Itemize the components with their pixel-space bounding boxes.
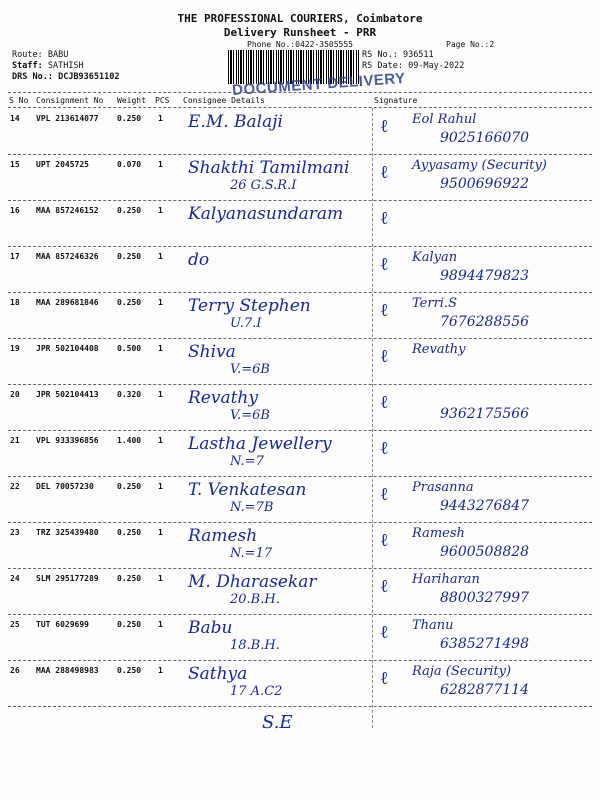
row-sno: 19 [10, 344, 20, 353]
signature-phone: 6385271498 [440, 636, 530, 652]
rs-no-value: 936511 [402, 50, 434, 60]
row-sno: 14 [10, 114, 20, 123]
signature-mark: ℓ [380, 668, 389, 689]
row-sno: 18 [10, 298, 20, 307]
row-consignment: TRZ 325439480 [36, 528, 99, 537]
signature-mark: ℓ [380, 484, 389, 505]
row-consignment: UPT 2045725 [36, 160, 89, 169]
signature-phone: 9894479823 [440, 268, 530, 284]
row-weight: 1.400 [117, 436, 142, 445]
signature-phone: 8800327997 [440, 590, 530, 606]
staff-line [12, 61, 84, 72]
consignee-address: N.=17 [230, 546, 273, 561]
signature-phone: 9443276847 [440, 498, 530, 514]
row-weight: 0.070 [117, 160, 142, 169]
rs-no-line [362, 50, 434, 61]
route-line [12, 50, 68, 61]
row-rule [8, 430, 592, 431]
col-weight: Weight [117, 96, 146, 105]
signature-mark: ℓ [380, 438, 389, 459]
row-pcs: 1 [158, 206, 163, 215]
consignee-name: Shakthi Tamilmani [188, 158, 350, 178]
row-sno: 22 [10, 482, 20, 491]
row-weight: 0.500 [117, 344, 142, 353]
consignee-name: Ramesh [188, 526, 258, 546]
signature-name: Terri.S [412, 296, 457, 311]
signature-name: Eol Rahul [412, 112, 477, 127]
row-consignment: MAA 857246152 [36, 206, 99, 215]
signature-mark: ℓ [380, 300, 389, 321]
row-weight: 0.250 [117, 114, 142, 123]
col-signature: Signature [374, 96, 418, 105]
row-consignment: SLM 295177289 [36, 574, 99, 583]
row-rule [8, 338, 592, 339]
header-rule-top [8, 92, 592, 93]
consignee-address: 20.B.H. [230, 592, 280, 607]
col-pcs: PCS [155, 96, 170, 105]
row-sno: 25 [10, 620, 20, 629]
drs-line [12, 72, 120, 83]
signature-name: Hariharan [412, 572, 480, 587]
row-sno: 16 [10, 206, 20, 215]
signature-name: Ayyasamy (Security) [412, 158, 547, 173]
footnote: S.E [262, 712, 293, 733]
consignee-address: V.=6B [230, 408, 270, 423]
row-pcs: 1 [158, 344, 163, 353]
signature-mark: ℓ [380, 162, 389, 183]
staff-label: Staff: [12, 61, 43, 71]
row-weight: 0.250 [117, 528, 142, 537]
runsheet-title: Delivery Runsheet - PRR [223, 26, 377, 39]
row-rule [8, 200, 592, 201]
row-pcs: 1 [158, 252, 163, 261]
consignee-name: Sathya [188, 664, 248, 684]
row-pcs: 1 [158, 160, 163, 169]
row-pcs: 1 [158, 114, 163, 123]
signature-phone: 9025166070 [440, 130, 530, 146]
consignee-address: 26 G.S.R.I [230, 178, 297, 193]
signature-name: Raja (Security) [412, 664, 512, 679]
signature-divider [372, 108, 373, 728]
row-rule [8, 614, 592, 615]
signature-phone: 9362175566 [440, 406, 530, 422]
signature-name: Ramesh [412, 526, 465, 541]
consignee-name: Terry Stephen [188, 296, 311, 316]
row-weight: 0.250 [117, 574, 142, 583]
consignee-name: M. Dharasekar [188, 572, 317, 592]
row-consignment: TUT 6029699 [36, 620, 89, 629]
signature-mark: ℓ [380, 392, 389, 413]
rs-date-value: 09-May-2022 [408, 61, 465, 71]
row-weight: 0.320 [117, 390, 142, 399]
row-weight: 0.250 [117, 298, 142, 307]
row-consignment: VPL 933396856 [36, 436, 99, 445]
page-number: Page No.:2 [446, 40, 495, 49]
rs-date-line [362, 61, 464, 72]
consignee-address: V.=6B [230, 362, 270, 377]
row-consignment: MAA 288498983 [36, 666, 99, 675]
row-weight: 0.250 [117, 206, 142, 215]
consignee-address: 18.B.H. [230, 638, 280, 653]
col-sno: S No [9, 96, 29, 105]
header-rule-bottom [8, 107, 592, 108]
document-delivery-stamp: DOCUMENT DELIVERY [231, 69, 407, 100]
consignee-name: Lastha Jewellery [188, 434, 332, 454]
drs-label: DRS No.: [12, 72, 53, 82]
signature-phone: 9500696922 [440, 176, 530, 192]
consignee-address: N.=7B [230, 500, 274, 515]
consignee-name: E.M. Balaji [188, 112, 283, 132]
row-pcs: 1 [158, 528, 163, 537]
drs-value: DCJB93651102 [58, 72, 120, 82]
signature-mark: ℓ [380, 530, 389, 551]
consignee-address: U.7.I [230, 316, 262, 331]
row-consignment: DEL 70057230 [36, 482, 94, 491]
row-rule [8, 292, 592, 293]
row-sno: 26 [10, 666, 20, 675]
signature-name: Thanu [412, 618, 454, 633]
col-details: Consignee Details [183, 96, 265, 105]
row-sno: 20 [10, 390, 20, 399]
signature-mark: ℓ [380, 254, 389, 275]
row-pcs: 1 [158, 390, 163, 399]
row-sno: 15 [10, 160, 20, 169]
row-consignment: JPR 502104408 [36, 344, 99, 353]
consignee-name: Shiva [188, 342, 236, 362]
signature-phone: 7676288556 [440, 314, 530, 330]
row-pcs: 1 [158, 620, 163, 629]
signature-phone: 9600508828 [440, 544, 530, 560]
signature-name: Revathy [412, 342, 466, 357]
signature-mark: ℓ [380, 116, 389, 137]
signature-mark: ℓ [380, 208, 389, 229]
row-rule [8, 154, 592, 155]
company-title: THE PROFESSIONAL COURIERS, Coimbatore [177, 12, 423, 25]
row-pcs: 1 [158, 436, 163, 445]
row-sno: 23 [10, 528, 20, 537]
row-weight: 0.250 [117, 666, 142, 675]
signature-mark: ℓ [380, 346, 389, 367]
row-pcs: 1 [158, 666, 163, 675]
row-rule [8, 522, 592, 523]
phone-number: Phone No.:0422-3505555 [247, 40, 353, 49]
signature-phone: 6282877114 [440, 682, 530, 698]
consignee-name: Kalyanasundaram [188, 204, 344, 224]
row-rule [8, 568, 592, 569]
staff-value: SATHISH [47, 61, 84, 71]
row-consignment: MAA 857246326 [36, 252, 99, 261]
signature-name: Kalyan [412, 250, 458, 265]
consignee-name: do [188, 250, 210, 270]
consignee-name: T. Venkatesan [188, 480, 307, 500]
route-value: BABU [47, 50, 69, 60]
row-sno: 17 [10, 252, 20, 261]
rs-date-label: RS Date: [362, 61, 403, 71]
row-sno: 24 [10, 574, 20, 583]
consignee-name: Babu [188, 618, 233, 638]
signature-mark: ℓ [380, 576, 389, 597]
row-rule [8, 660, 592, 661]
row-weight: 0.250 [117, 482, 142, 491]
row-rule [8, 246, 592, 247]
row-consignment: MAA 289681846 [36, 298, 99, 307]
row-consignment: VPL 213614077 [36, 114, 99, 123]
row-pcs: 1 [158, 574, 163, 583]
row-sno: 21 [10, 436, 20, 445]
row-weight: 0.250 [117, 620, 142, 629]
signature-mark: ℓ [380, 622, 389, 643]
row-consignment: JPR 502104413 [36, 390, 99, 399]
consignee-name: Revathy [188, 388, 258, 408]
consignee-address: 17 A.C2 [230, 684, 283, 699]
col-consignment: Consignment No [36, 96, 104, 105]
signature-name: Prasanna [412, 480, 474, 495]
row-pcs: 1 [158, 482, 163, 491]
row-rule [8, 476, 592, 477]
row-rule [8, 384, 592, 385]
row-pcs: 1 [158, 298, 163, 307]
rs-no-label: RS No.: [362, 50, 398, 60]
consignee-address: N.=7 [230, 454, 264, 469]
row-weight: 0.250 [117, 252, 142, 261]
route-label: Route: [12, 50, 43, 60]
row-rule [8, 706, 592, 707]
